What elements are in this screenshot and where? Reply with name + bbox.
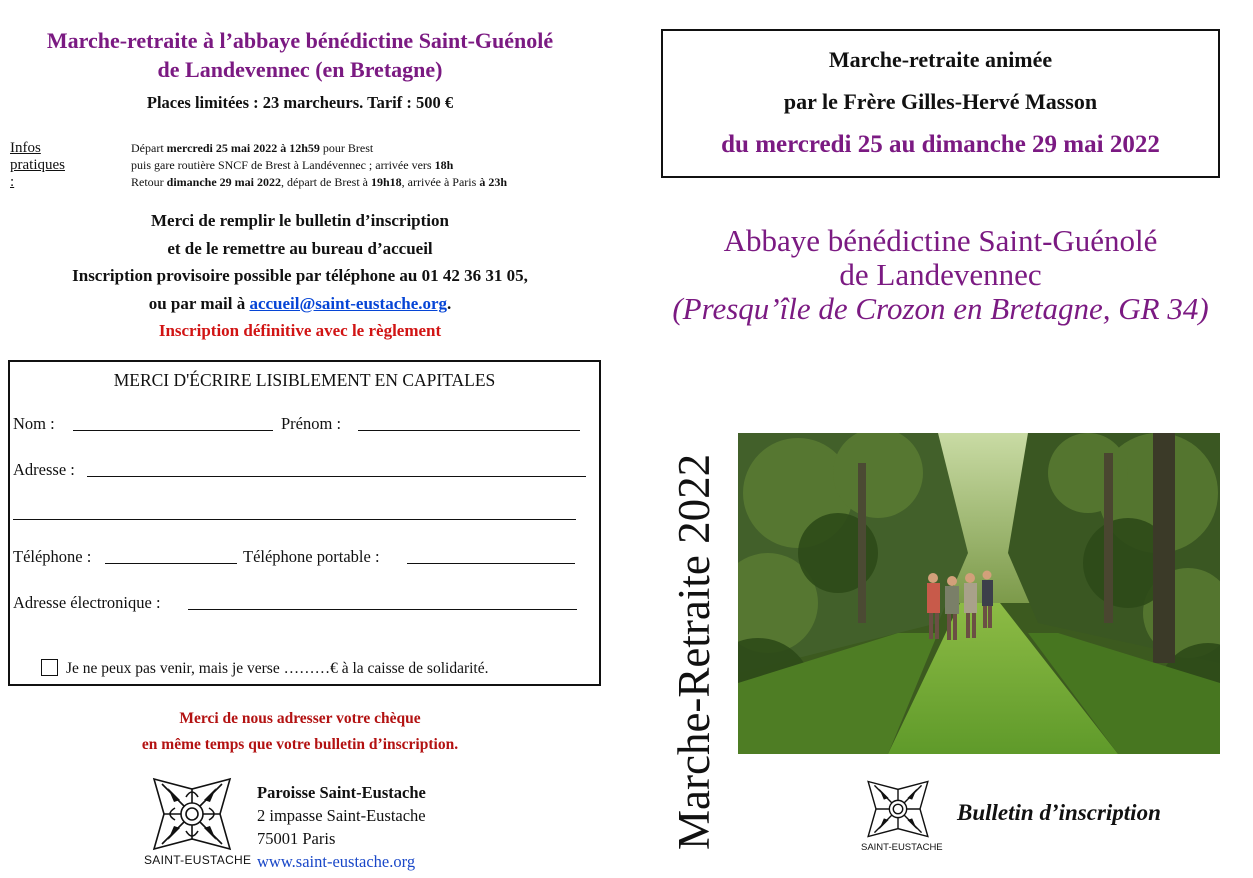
- merci-line2: et de le remettre au bureau d’accueil: [167, 238, 433, 258]
- telephone-field[interactable]: [105, 563, 237, 564]
- nom-label: Nom :: [13, 414, 55, 433]
- solidarity-checkbox[interactable]: [41, 659, 58, 676]
- cheque-line2: en même temps que votre bulletin d’inscription.: [141, 736, 459, 753]
- adresse-field[interactable]: [87, 476, 586, 477]
- prenom-label: Prénom :: [281, 414, 342, 433]
- parish-website-link[interactable]: www.saint-eustache.org: [257, 852, 416, 871]
- email-field[interactable]: [188, 609, 577, 610]
- nom-field[interactable]: [73, 430, 273, 431]
- inscription-definitive: Inscription définitive avec le règlement: [158, 321, 442, 340]
- infos-line-depart: Départ mercredi 25 mai 2022 à 12h59 pour Brest: [131, 141, 374, 155]
- parish-name: Paroisse Saint-Eustache: [257, 783, 426, 802]
- email-link[interactable]: accueil@saint-eustache.org: [249, 293, 448, 313]
- infos-lines: [131, 140, 591, 191]
- places-tarif: Places limitées : 23 marcheurs. Tarif : 500 €: [146, 93, 454, 112]
- box-line2: par le Frère Gilles-Hervé Masson: [783, 89, 1098, 114]
- inscription-instructions: [0, 207, 600, 345]
- infos-line-gare: puis gare routière SNCF de Brest à Landévennec ; arrivée vers 18h: [131, 158, 454, 172]
- adresse-field-line2[interactable]: [13, 519, 576, 520]
- bulletin-label: Bulletin d’inscription: [957, 800, 1161, 825]
- saint-eustache-logo-small: [865, 778, 931, 840]
- left-title-line2: de Landevennec (en Bretagne): [157, 57, 443, 82]
- logo-caption-small: SAINT-EUSTACHE: [861, 842, 943, 853]
- infos-label: Infos pratiques :: [10, 140, 65, 190]
- portable-field[interactable]: [407, 563, 575, 564]
- abbaye-line2: de Landevennec: [839, 257, 1042, 292]
- abbaye-title: [661, 224, 1220, 326]
- merci-line3: Inscription provisoire possible par téléphone au 01 42 36 31 05,: [72, 266, 528, 285]
- merci-line1: Merci de remplir le bulletin d’inscription: [151, 211, 449, 230]
- portable-label: Téléphone portable :: [243, 547, 380, 566]
- adresse-label: Adresse :: [13, 460, 75, 479]
- solidarity-text: Je ne peux pas venir, mais je verse ………€ à la caisse de solidarité.: [66, 660, 489, 677]
- left-title: [0, 26, 600, 84]
- parish-address-1: 2 impasse Saint-Eustache: [257, 806, 426, 825]
- title-box: [661, 29, 1220, 178]
- box-line1: Marche-retraite animée: [828, 47, 1053, 72]
- parish-info: [257, 781, 426, 873]
- merci-line4: ou par mail à accueil@saint-eustache.org.: [148, 293, 452, 313]
- cheque-line1: Merci de nous adresser votre chèque: [179, 710, 421, 727]
- infos-line-retour: Retour dimanche 29 mai 2022, départ de Brest à 19h18, arrivée à Paris à 23h: [131, 175, 507, 189]
- abbaye-line1: Abbaye bénédictine Saint-Guénolé: [723, 223, 1158, 258]
- parish-address-2: 75001 Paris: [257, 829, 336, 848]
- forest-path-photo: [738, 433, 1220, 754]
- email-label: Adresse électronique :: [13, 593, 161, 612]
- form-header: MERCI D'ÉCRIRE LISIBLEMENT EN CAPITALES: [113, 370, 496, 390]
- logo-caption: SAINT-EUSTACHE: [144, 853, 252, 867]
- left-title-line1: Marche-retraite à l’abbaye bénédictine Saint-Guénolé: [46, 28, 554, 53]
- prenom-field[interactable]: [358, 430, 580, 431]
- vertical-title-text: Marche-Retraite 2022: [669, 453, 719, 850]
- registration-form: [8, 360, 601, 686]
- box-dates: du mercredi 25 au dimanche 29 mai 2022: [721, 131, 1160, 158]
- abbaye-line3: (Presqu’île de Crozon en Bretagne, GR 34): [672, 291, 1209, 326]
- telephone-label: Téléphone :: [13, 547, 92, 566]
- cheque-notice: [0, 706, 600, 758]
- vertical-title: [666, 400, 722, 850]
- saint-eustache-logo: [150, 775, 234, 853]
